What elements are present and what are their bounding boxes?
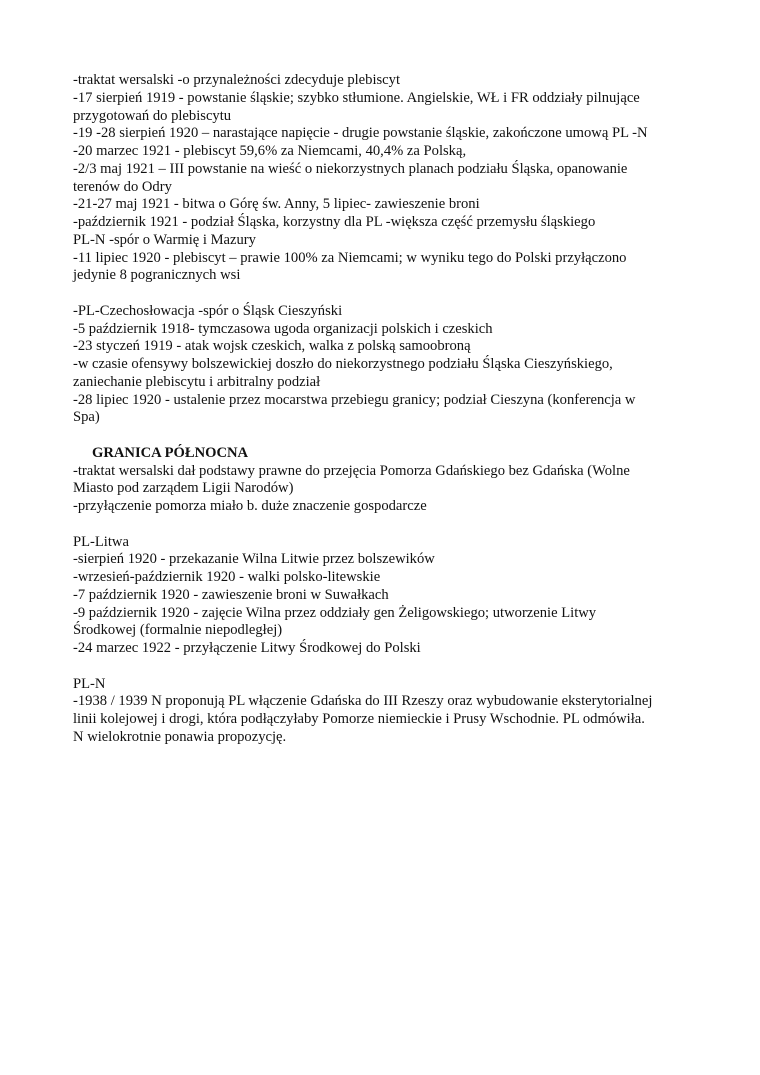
- document-page: [73, 72, 703, 747]
- text-line: -w czasie ofensywy bolszewickiej doszło do niekorzystnego podziału Śląska Cieszyńskiego,: [73, 356, 613, 372]
- text-line: -21-27 maj 1921 - bitwa o Górę św. Anny, 5 lipiec- zawieszenie broni: [73, 196, 480, 213]
- text-line: -2/3 maj 1921 – III powstanie na wieść o niekorzystnych planach podziału Śląska, opanowanie: [73, 160, 628, 177]
- text-line: -9 październik 1920 - zajęcie Wilna przez oddziały gen Żeligowskiego; utworzenie Litwy: [73, 604, 597, 621]
- text-line: -przyłączenie pomorza miało b. duże znaczenie gospodarcze: [73, 498, 427, 514]
- text-line: -24 marzec 1922 - przyłączenie Litwy Środkowej do Polski: [73, 640, 421, 656]
- text-line: przygotowań do plebiscytu: [73, 107, 232, 124]
- text-line: -5 październik 1918- tymczasowa ugoda organizacji polskich i czeskich: [73, 320, 493, 337]
- section-germany: [73, 676, 703, 747]
- blank-line: [73, 516, 703, 534]
- text-line: -19 -28 sierpień 1920 – narastające napięcie - drugie powstanie śląskie, zakończone umową PL -N: [73, 125, 648, 142]
- text-line: Spa): [73, 409, 100, 426]
- text-line: jedynie 8 pogranicznych wsi: [73, 267, 241, 284]
- text-line: -28 lipiec 1920 - ustalenie przez mocarstwa przebiegu granicy; podział Cieszyna (konferencja w: [73, 391, 636, 408]
- text-line: PL-N: [73, 675, 106, 692]
- text-line: linii kolejowej i drogi, która podłączyłaby Pomorze niemieckie i Prusy Wschodnie. PL odmówiła.: [73, 711, 645, 727]
- text-line: -sierpień 1920 - przekazanie Wilna Litwie przez bolszewików: [73, 551, 435, 568]
- text-line: terenów do Odry: [73, 178, 172, 195]
- text-line: Miasto pod zarządem Ligii Narodów): [73, 480, 294, 497]
- section-silesia: [73, 72, 703, 285]
- text-line: PL-N -spór o Warmię i Mazury: [73, 231, 256, 248]
- section-heading: GRANICA PÓŁNOCNA: [92, 444, 249, 461]
- text-line: -23 styczeń 1919 - atak wojsk czeskich, walka z polską samoobroną: [73, 338, 471, 355]
- text-line: PL-Litwa: [73, 533, 129, 550]
- text-line: -traktat wersalski dał podstawy prawne do przejęcia Pomorza Gdańskiego bez Gdańska (Wolne: [73, 462, 630, 479]
- text-line: Środkowej (formalnie niepodległej): [73, 622, 283, 639]
- text-line: zaniechanie plebiscytu i arbitralny podział: [73, 373, 321, 390]
- text-line: -20 marzec 1921 - plebiscyt 59,6% za Niemcami, 40,4% za Polską,: [73, 143, 467, 159]
- text-line: -7 październik 1920 - zawieszenie broni w Suwałkach: [73, 586, 389, 603]
- text-line: -traktat wersalski -o przynależności zdecyduje plebiscyt: [73, 72, 401, 88]
- text-line: -11 lipiec 1920 - plebiscyt – prawie 100% za Niemcami; w wyniku tego do Polski przyłączono: [73, 249, 627, 266]
- section-lithuania: [73, 534, 703, 658]
- text-line: N wielokrotnie ponawia propozycję.: [73, 728, 287, 745]
- blank-line: [73, 427, 703, 445]
- text-line: -17 sierpień 1919 - powstanie śląskie; szybko stłumione. Angielskie, WŁ i FR oddziały pilnujące: [73, 89, 640, 106]
- section-czechoslovakia: [73, 303, 703, 427]
- blank-line: [73, 658, 703, 676]
- blank-line: [73, 285, 703, 303]
- text-line: -PL-Czechosłowacja -spór o Śląsk Cieszyński: [73, 302, 343, 319]
- text-line: -1938 / 1939 N proponują PL włączenie Gdańska do III Rzeszy oraz wybudowanie eksterytorialnej: [73, 693, 653, 710]
- text-line: -październik 1921 - podział Śląska, korzystny dla PL -większa część przemysłu śląskiego: [73, 214, 596, 230]
- text-line: -wrzesień-październik 1920 - walki polsko-litewskie: [73, 569, 381, 585]
- section-north: [73, 445, 703, 516]
